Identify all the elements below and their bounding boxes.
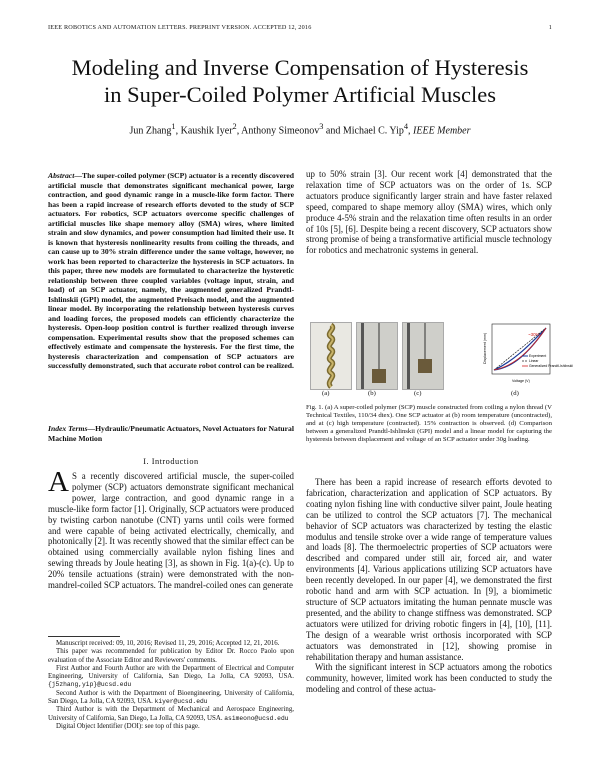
right-column-top <box>306 169 552 256</box>
label-d: (d) <box>511 390 519 397</box>
author-1-mark: 1 <box>171 122 176 131</box>
label-a: (a) <box>322 390 330 397</box>
footnote-affil-1: First Author and Fourth Author are with the Department of Electrical and Computer Engineering, University of California, San Diego, La Jolla, CA 92093, USA. <box>48 664 294 681</box>
index-terms-text: —Hydraulic/Pneumatic Actuators, Novel Actuators for Natural Machine Motion <box>48 424 294 443</box>
footnote-affil-2: Second Author is with the Department of Bioengineering, University of California, San Diego, La Jolla, CA 92093, USA. <box>48 689 294 706</box>
figure-1 <box>306 322 573 398</box>
photo-b <box>356 322 398 390</box>
author-4: Michael C. Yip <box>342 125 404 137</box>
right-paragraph-2: With the significant interest in SCP actuators among the robotics community, however, limited work has been conducted to study the modeling and control of these actua- <box>306 662 552 695</box>
running-title: IEEE ROBOTICS AND AUTOMATION LETTERS. PREPRINT VERSION. ACCEPTED 12, 2016 <box>48 24 312 31</box>
author-3-mark: 3 <box>319 122 324 131</box>
abstract-text: —The super-coiled polymer (SCP) actuator is a recently discovered artificial muscle that demonstrates significant mechanical power, large contraction, and good dynamic range in a muscle-like form factor. There has been a rapid increase of research efforts devoted to the study of SCP actuators. For robotics, SCP actuators overcome specific challenges of artificial muscles like shape memory alloy (SMA) wires, where limited strain and slow dynamics, and power consumption had limited their use. It is known that hysteresis nonlinearity results from coiling the threads, and can cause up to 30% strain difference under the same voltage, however, no work has been reported to characterize the hysteresis in SCP actuators. In this paper, three new models are formulated to characterize the hysteretic relationship between three coupled variables (voltage input, strain, and load) of an SCP actuator, namely, the augmented generalized Prandtl-Ishlinskii (GPI) model, the augmented Preisach model, and the augmented linear model. By incorporating the relationship between hysteresis curves and loading forces, the proposed models can efficiently characterize the hysteresis. Open-loop position control is further realized through inverse compensation. Experimental results show that the proposed schemes can effectively estimate and compensate the hysteresis. For the first time, the hysteresis characterization and compensation of SCP actuators are successfully demonstrated, such that accurate robot control can be realized. <box>48 171 294 370</box>
actuator-contracted-image <box>403 323 443 389</box>
author-list: Jun Zhang$^1$, Kaushik Iyer$^2$, Anthony Simeonov$^3$ and Michael C. Yip$^4$, IEEE Member <box>129 122 471 137</box>
actuator-uncontracted-image <box>357 323 397 389</box>
legend-gpi: Generalized Prandtl-Ishlinskii <box>529 364 573 369</box>
author-2: Kaushik Iyer <box>180 125 233 137</box>
figure-caption: Fig. 1. (a) A super-coiled polymer (SCP) muscle constructed from coiling a nylon thread (V Technical Textiles, 110/34 dtex). One SCP actuator at (b) room temperature (uncontracted), and at (c) high temperature (contracted). 15% contraction is observed. (d) Comparison between a generalized Prandtl-Ishlinskii (GPI) model and a linear model for capturing the hysteresis between displacement and voltage of an SCP actuator under 30g loading. <box>306 404 552 443</box>
email-1[interactable]: {j5zhang,yip}@ucsd.edu <box>48 681 132 689</box>
title-line-2: in Super-Coiled Polymer Artificial Muscles <box>104 82 496 107</box>
footnote-rule <box>48 636 120 637</box>
author-3: Anthony Simeonov <box>241 125 320 137</box>
photo-c <box>402 322 444 390</box>
title-line-1: Modeling and Inverse Compensation of Hysteresis <box>71 55 529 80</box>
author-membership: IEEE Member <box>413 125 471 137</box>
legend-experiment: Experiment <box>529 354 547 359</box>
intro-text: S a recently discovered artificial muscle, the super-coiled polymer (SCP) actuators demonstrate significant mechanical power, large contraction, and good dynamic range in a muscle-like form factor [1]. Originally, SCP actuators were produced by twisting carbon nanotube (CNT) yarns until coils were formed and were capable of being activated electrically, chemically, and photonically [2]. It was recently showed that the similar effect can be obtained using commercially available nylon fishing lines and sewing threads by Joule heating [3], as shown in Fig. 1(a)-(c). Up to 20% tensile actuations (strain) were demonstrated with the non-mandrel-coiled SCP actuators. The mandrel-coiled ones can generate <box>48 471 294 591</box>
right-paragraph-1: There has been a rapid increase of research efforts devoted to fabrication, characterization and application of SCP actuators. By coating nylon fishing line with conductive silver paint, Joule heating can be utilized to control the SCP actuators [7]. The mechanical behavior of SCP actuators was characterized by testing the elastic modulus and tensile stroke over a wide range of temperature values and loads [8]. The thermoelectric properties of SCP actuators were described and compared under still air, forced air, and water environments [4]. Various applications utilizing SCP actuators have been recently developed. In our paper [4], we demonstrated the first robotic hand and arm with SCP actuation. In [9], a biomimetic structure of SCP actuators imitating the human pennate muscle was presented, and the ability to change stiffness was demonstrated. SCP actuators were utilized for driving robotic fingers in [4], [10], [11]. The design of a wearable wrist orthosis incorporated with SCP actuators was demonstrated in [12], showing promise in rehabilitation therapy and human assistance. <box>306 477 552 662</box>
label-c: (c) <box>414 390 422 397</box>
author-2-mark: 2 <box>232 122 237 131</box>
author-1: Jun Zhang <box>129 125 172 137</box>
plot-annotation: ~30% <box>528 332 540 337</box>
footnote-affil-3: Third Author is with the Department of Mechanical and Aerospace Engineering, University of California, San Diego, La Jolla, CA 92093, USA. <box>48 706 294 722</box>
right-top-paragraph: up to 50% strain [3]. Our recent work [4] demonstrated that the relaxation time of SCP actuators was on the order of 1s. SCP actuators produce significantly larger strain and have faster relaxed speed, compared to shape memory alloy (SMA) wires, which only produce 4-5% strain and the relaxation time often results in an order of 10s [5], [6]. Despite being a recent discovery, SCP actuators show strong promise of being a transformative artificial muscle technology for robotics and mechatronic systems in general. <box>306 169 552 256</box>
index-terms-label: Index Terms <box>48 424 88 433</box>
label-b: (b) <box>368 390 376 397</box>
coiled-thread-image <box>311 323 351 389</box>
index-terms <box>48 424 294 443</box>
abstract <box>48 171 294 371</box>
hysteresis-plot <box>482 322 573 388</box>
email-2[interactable]: kiyer@ucsd.edu <box>154 698 208 706</box>
running-header <box>48 24 552 31</box>
page-number: 1 <box>548 24 552 31</box>
footnote-editor: This paper was recommended for publication by Editor Dr. Rocco Paolo upon evaluation of the Associate Editor and Reviewers' comments. <box>48 648 294 664</box>
footnotes <box>48 640 294 731</box>
paper-title <box>20 54 580 108</box>
email-3[interactable]: asimeono@ucsd.edu <box>224 714 289 722</box>
plot-xlabel: Voltage (V) <box>512 379 530 383</box>
right-column-body <box>306 477 552 695</box>
photo-a <box>310 322 352 390</box>
author-4-mark: 4 <box>403 122 409 131</box>
footnote-received: Manuscript received: 09, 10, 2016; Revised 11, 29, 2016; Accepted 12, 21, 2016. <box>56 640 280 647</box>
intro-paragraph <box>48 466 294 591</box>
abstract-label: Abstract <box>48 171 75 180</box>
plot-ylabel: Displacement (mm) <box>483 332 487 364</box>
legend-linear: Linear <box>529 359 539 364</box>
hysteresis-plot-svg <box>482 322 573 388</box>
drop-cap: A <box>48 466 69 498</box>
section-heading: I. Introduction <box>143 457 199 466</box>
footnote-doi: Digital Object Identifier (DOI): see top of this page. <box>56 722 200 730</box>
